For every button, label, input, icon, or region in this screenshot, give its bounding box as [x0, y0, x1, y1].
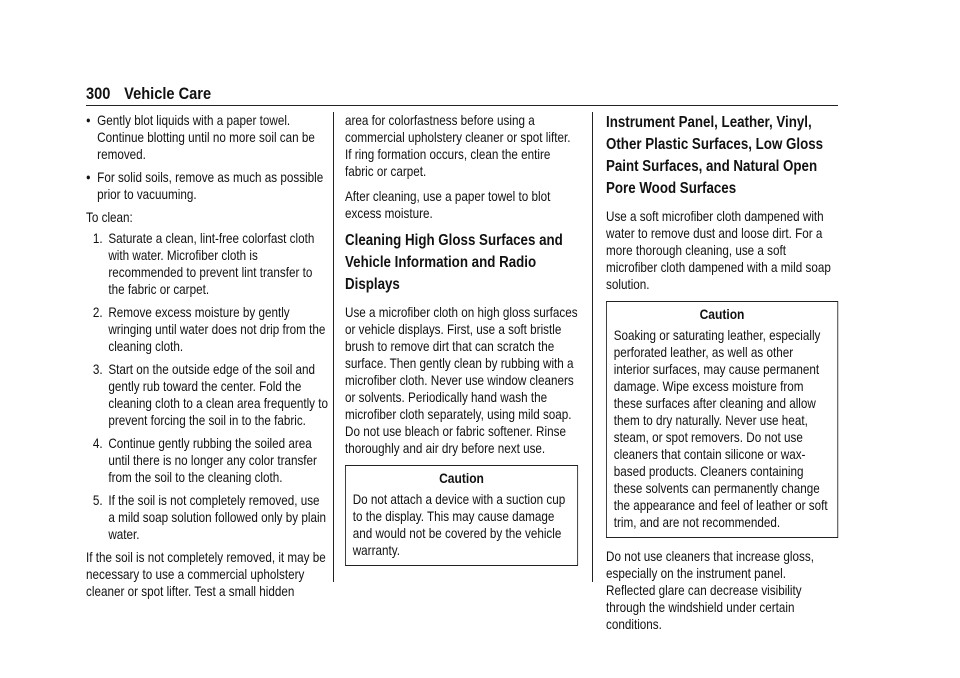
caution-title: Caution: [439, 470, 484, 486]
column-3: [606, 112, 838, 641]
bullet-item: ● For solid soils, remove as much as possible prior to vacuuming.: [86, 169, 329, 203]
step-item: 3. Start on the outside edge of the soil and gently rub toward the center. Fold the cleaning cloth to a clean area frequently to prevent forcing the soil in to the fabric.: [92, 362, 329, 428]
caution-text: Do not attach a device with a suction cup to the display. This may cause damage and would not be covered by the vehicle warranty.: [352, 492, 566, 558]
bullet-list: [86, 112, 329, 203]
column-2: [345, 112, 578, 576]
step-item: 4. Continue gently rubbing the soiled area until there is no longer any color transfer from the soil to the cleaning cloth.: [92, 436, 317, 485]
section-title: Vehicle Care: [124, 84, 212, 103]
caution-box: [345, 465, 578, 566]
paragraph: area for colorfastness before using a commercial upholstery cleaner or spot lifter. If ring formation occurs, clean the entire fabric or carpet.: [345, 113, 571, 179]
step-item: 1. Saturate a clean, lint-free colorfast cloth with water. Microfiber cloth is recommended to prevent lint transfer to the fabric or carpet.: [92, 231, 315, 297]
bullet-item: ● Gently blot liquids with a paper towel. Continue blotting until no more soil can be removed.: [86, 112, 329, 163]
column-1: [86, 112, 329, 608]
section-heading: Cleaning High Gloss Surfaces and Vehicle Information and Radio Displays: [345, 232, 563, 293]
steps-list: [86, 230, 329, 543]
caution-title: Caution: [699, 306, 745, 322]
paragraph: Use a microfiber cloth on high gloss surfaces or vehicle displays. First, use a soft bristle brush to remove dirt that can scratch the surface. Then gently clean by rubbing with a microfiber cloth. Never use window cleaners or solvents. Periodically hand wash the microfiber cloth separately, using mild soap. Do not use bleach or fabric softener. Rinse thoroughly and air dry before next use.: [345, 305, 578, 456]
column-divider: [592, 112, 593, 582]
header-rule: [86, 105, 838, 106]
caution-box: [606, 301, 838, 538]
page-number: 300: [86, 84, 111, 103]
paragraph: Do not use cleaners that increase gloss, especially on the instrument panel. Reflected glare can decrease visibility through the windshield under certain conditions.: [606, 549, 814, 632]
paragraph: If the soil is not completely removed, it may be necessary to use a commercial upholstery cleaner or spot lifter. Test a small hidden: [86, 550, 326, 599]
caution-text: Soaking or saturating leather, especially perforated leather, as well as other interior surfaces, may cause permanent damage. Wipe excess moisture from these surfaces after cleaning and allow them to dry naturally. Never use heat, steam, or spot removers. Do not use cleaners that contain silicone or wax-based products. Cleaners containing these solvents can permanently change the appearance and feel of leather or soft trim, and are not recommended.: [613, 328, 828, 530]
section-heading: Instrument Panel, Leather, Vinyl, Other Plastic Surfaces, Low Gloss Paint Surfaces, and Natural Open Pore Wood Surfaces: [606, 114, 824, 197]
step-item: 5. If the soil is not completely removed, use a mild soap solution followed only by plain water.: [92, 493, 327, 542]
column-divider: [333, 112, 334, 582]
step-item: 2. Remove excess moisture by gently wringing until water does not drip from the cleaning cloth.: [92, 305, 326, 354]
paragraph: After cleaning, use a paper towel to blot excess moisture.: [345, 189, 551, 221]
to-clean-label: To clean:: [86, 210, 133, 225]
page-header: [86, 84, 733, 104]
paragraph: Use a soft microfiber cloth dampened with water to remove dust and loose dirt. For a more thorough cleaning, use a soft microfiber cloth dampened with a mild soap solution.: [606, 209, 831, 292]
